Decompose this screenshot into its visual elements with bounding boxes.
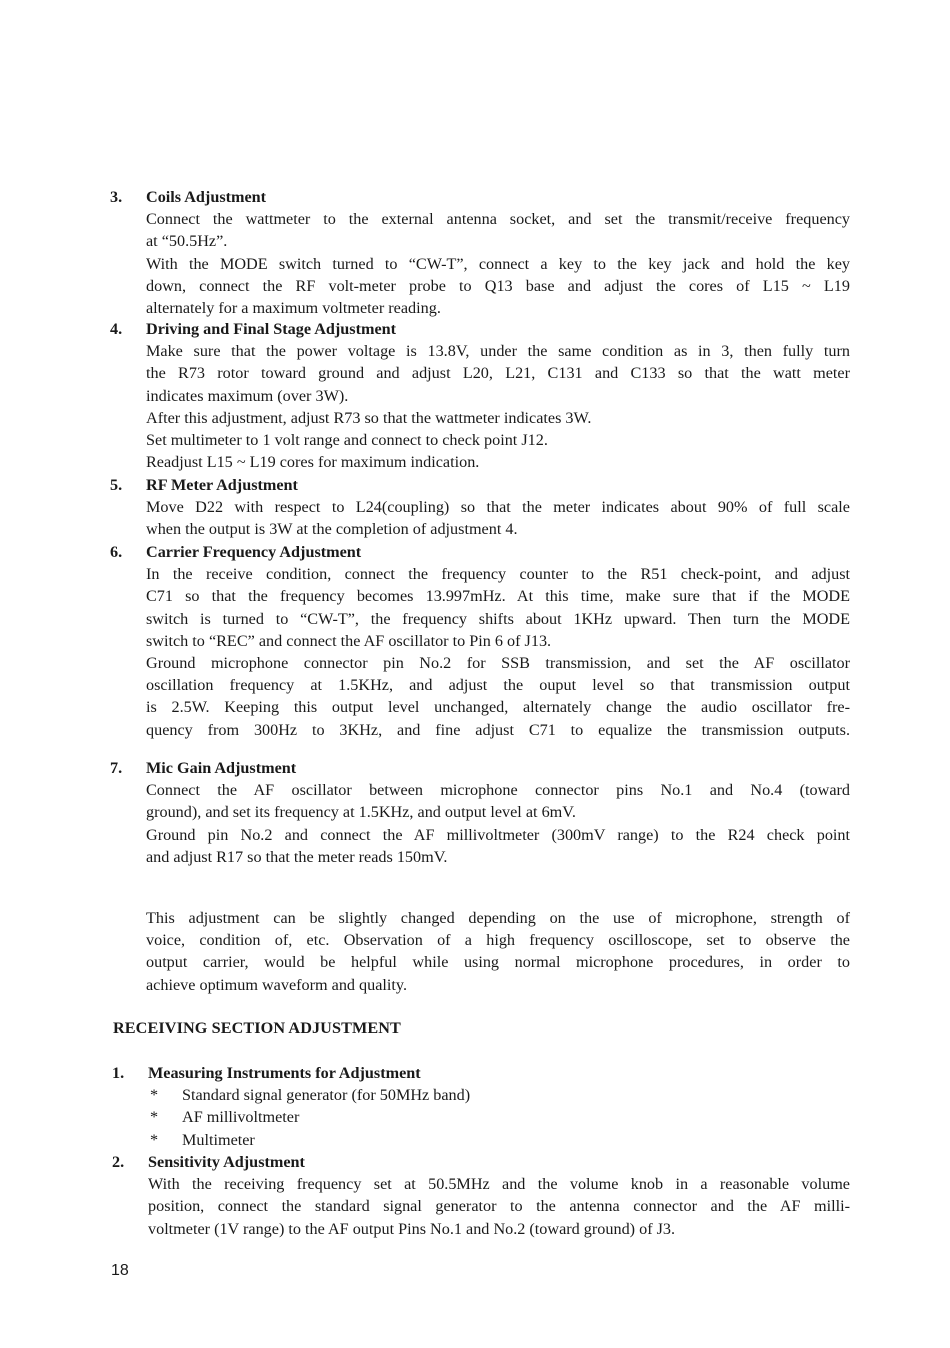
text-line: when the output is 3W at the completion of adjustment 4. (146, 520, 518, 539)
receiving-section-title: RECEIVING SECTION ADJUSTMENT (113, 1019, 401, 1037)
text-line: Set multimeter to 1 volt range and connect to check point J12. (146, 431, 548, 450)
bullet-icon: * (150, 1130, 159, 1149)
section-number: 7. (110, 759, 123, 777)
text-line: quency from 300Hz to 3KHz, and fine adjust C71 to equalize the transmission outputs. (146, 720, 850, 739)
text-line: voltmeter (1V range) to the AF output Pins No.1 and No.2 (toward ground) of J3. (148, 1219, 676, 1238)
section-heading: Sensitivity Adjustment (148, 1153, 305, 1171)
section-carrier-frequency (110, 541, 850, 741)
section-heading: RF Meter Adjustment (146, 476, 298, 494)
text-line: Ground pin No.2 and connect the AF millivoltmeter (300mV range) to the R24 check point (146, 825, 850, 844)
section-number: 5. (110, 476, 123, 494)
text-line: switch is turned to “CW-T”, the frequency shifts about 1KHz upward. Then turn the MODE (146, 609, 850, 628)
adjustment-note (146, 907, 850, 996)
section-heading: Carrier Frequency Adjustment (146, 543, 362, 561)
bullet-icon: * (150, 1086, 159, 1105)
text-line: down, connect the RF volt-meter probe to Q13 base and adjust the cores of L15 ~ L19 (146, 276, 850, 295)
text-line: Move D22 with respect to L24(coupling) so that the meter indicates about 90% of full scale (146, 498, 850, 517)
list-item (148, 1084, 852, 1106)
section-sensitivity-adjustment (112, 1151, 850, 1240)
section-rf-meter-adjustment (110, 474, 850, 541)
list-item (148, 1129, 852, 1151)
list-item-text: Multimeter (182, 1130, 255, 1149)
page-number: 18 (111, 1262, 129, 1279)
text-line: position, connect the standard signal generator to the antenna connector and the AF milli- (148, 1197, 850, 1216)
section-heading: Measuring Instruments for Adjustment (148, 1064, 421, 1082)
section-heading: Coils Adjustment (146, 188, 267, 206)
section-mic-gain (110, 757, 850, 868)
section-number: 4. (110, 320, 123, 338)
text-line: Connect the AF oscillator between microphone connector pins No.1 and No.4 (toward (146, 781, 850, 800)
text-line: achieve optimum waveform and quality. (146, 975, 408, 994)
section-number: 2. (112, 1153, 125, 1171)
list-item (148, 1106, 852, 1128)
text-line: C71 so that the frequency becomes 13.997mHz. At this time, make sure that if the MODE (146, 587, 850, 606)
text-line: After this adjustment, adjust R73 so that the wattmeter indicates 3W. (146, 408, 592, 427)
text-line: the R73 rotor toward ground and adjust L20, L21, C131 and C133 so that the watt meter (146, 364, 850, 383)
bullet-icon: * (150, 1108, 159, 1127)
text-line: ground), and set its frequency at 1.5KHz, and output level at 6mV. (146, 803, 576, 822)
section-number: 6. (110, 543, 123, 561)
section-driving-final-stage (110, 318, 850, 473)
text-line: voice, condition of, etc. Observation of a high frequency oscilloscope, set to observe the (146, 931, 850, 950)
section-heading: Mic Gain Adjustment (146, 759, 297, 777)
text-line: This adjustment can be slightly changed depending on the use of microphone, strength of (146, 909, 850, 927)
section-heading: Driving and Final Stage Adjustment (146, 320, 397, 338)
text-line: In the receive condition, connect the frequency counter to the R51 check-point, and adjust (146, 565, 850, 584)
section-number: 1. (112, 1064, 125, 1082)
text-line: at “50.5Hz”. (146, 232, 228, 251)
text-line: switch to “REC” and connect the AF oscillator to Pin 6 of J13. (146, 631, 552, 650)
section-measuring-instruments (112, 1062, 852, 1151)
text-line: Readjust L15 ~ L19 cores for maximum indication. (146, 453, 480, 472)
text-line: Connect the wattmeter to the external antenna socket, and set the transmit/receive frequency (146, 210, 850, 229)
text-line: Ground microphone connector pin No.2 for SSB transmission, and set the AF oscillator (146, 654, 850, 673)
text-line: alternately for a maximum voltmeter reading. (146, 299, 441, 318)
text-line: With the receiving frequency set at 50.5MHz and the volume knob in a reasonable volume (148, 1175, 850, 1194)
text-line: indicates maximum (over 3W). (146, 386, 349, 405)
text-line: With the MODE switch turned to “CW-T”, connect a key to the key jack and hold the key (146, 254, 850, 273)
text-line: output carrier, would be helpful while using normal microphone procedures, in order to (146, 953, 850, 972)
text-line: oscillation frequency at 1.5KHz, and adjust the ouput level so that transmission output (146, 676, 850, 695)
section-number: 3. (110, 188, 123, 206)
list-item-text: Standard signal generator (for 50MHz band) (182, 1086, 471, 1105)
list-item-text: AF millivoltmeter (182, 1108, 300, 1127)
section-coils-adjustment (110, 186, 850, 319)
text-line: Make sure that the power voltage is 13.8V, under the same condition as in 3, then fully turn (146, 342, 850, 361)
text-line: and adjust R17 so that the meter reads 150mV. (146, 847, 448, 866)
text-line: is 2.5W. Keeping this output level unchanged, alternately change the audio oscillator fre- (146, 698, 850, 717)
